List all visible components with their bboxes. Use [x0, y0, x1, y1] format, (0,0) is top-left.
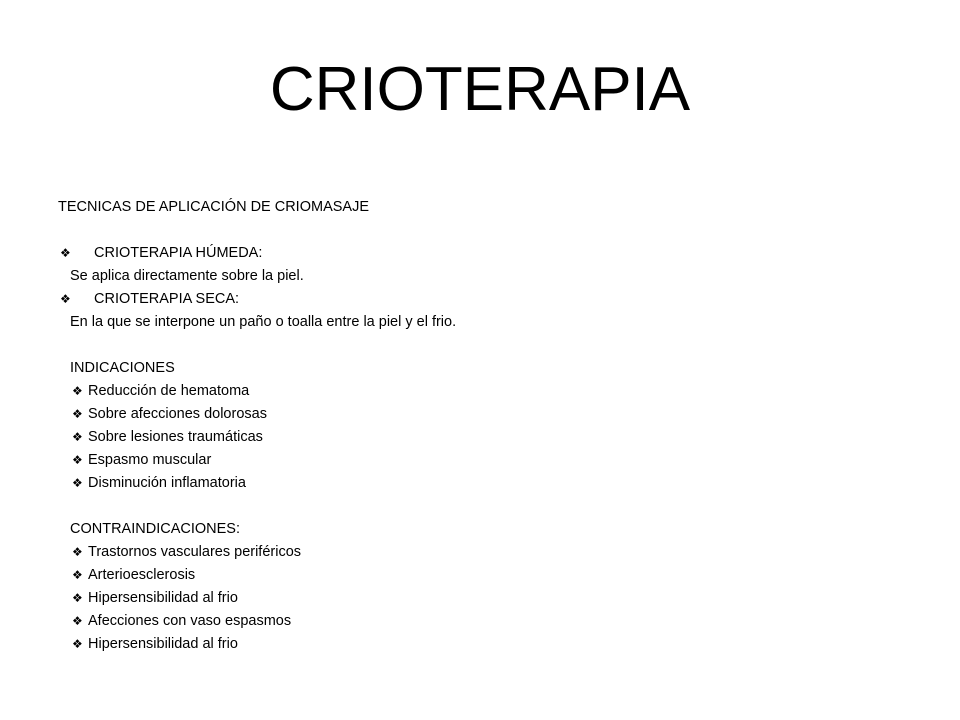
section-subtitle: TECNICAS DE APLICACIÓN DE CRIOMASAJE — [58, 199, 370, 215]
spacer — [58, 219, 918, 242]
method-item-seca — [58, 288, 918, 311]
method-item-humeda — [58, 242, 918, 265]
list-item-text: Afecciones con vaso espasmos — [88, 613, 292, 629]
list-item — [58, 449, 918, 472]
method-name: CRIOTERAPIA SECA: — [94, 291, 240, 307]
slide-body — [58, 196, 918, 656]
list-item-text: Trastornos vasculares periféricos — [88, 544, 302, 560]
diamond-bullet-icon: ❖ — [60, 292, 71, 306]
list-item — [58, 610, 918, 633]
list-item-text: Sobre lesiones traumáticas — [88, 429, 263, 445]
list-item-text: Reducción de hematoma — [88, 383, 250, 399]
method-name: CRIOTERAPIA HÚMEDA: — [94, 245, 263, 261]
diamond-bullet-icon: ❖ — [60, 246, 71, 260]
diamond-bullet-icon: ❖ — [72, 453, 83, 467]
list-item — [58, 541, 918, 564]
list-item-text: Hipersensibilidad al frio — [88, 636, 238, 652]
list-item-text: Sobre afecciones dolorosas — [88, 406, 267, 422]
contraindications-heading: CONTRAINDICACIONES: — [70, 521, 240, 537]
list-item-text: Arterioesclerosis — [88, 567, 196, 583]
indications-heading: INDICACIONES — [70, 360, 175, 376]
diamond-bullet-icon: ❖ — [72, 407, 83, 421]
slide-title: CRIOTERAPIA — [269, 55, 691, 124]
method-description: En la que se interpone un paño o toalla entre la piel y el frio. — [70, 314, 457, 330]
list-item — [58, 564, 918, 587]
diamond-bullet-icon: ❖ — [72, 384, 83, 398]
diamond-bullet-icon: ❖ — [72, 545, 83, 559]
diamond-bullet-icon: ❖ — [72, 430, 83, 444]
list-item — [58, 472, 918, 495]
list-item-text: Disminución inflamatoria — [88, 475, 246, 491]
diamond-bullet-icon: ❖ — [72, 591, 83, 605]
list-item — [58, 403, 918, 426]
spacer — [58, 334, 918, 357]
list-item — [58, 380, 918, 403]
list-item-text: Hipersensibilidad al frio — [88, 590, 238, 606]
list-item — [58, 426, 918, 449]
list-item-text: Espasmo muscular — [88, 452, 212, 468]
list-item — [58, 587, 918, 610]
method-description: Se aplica directamente sobre la piel. — [70, 268, 304, 284]
diamond-bullet-icon: ❖ — [72, 637, 83, 651]
spacer — [58, 495, 918, 518]
diamond-bullet-icon: ❖ — [72, 614, 83, 628]
diamond-bullet-icon: ❖ — [72, 476, 83, 490]
diamond-bullet-icon: ❖ — [72, 568, 83, 582]
list-item — [58, 633, 918, 656]
